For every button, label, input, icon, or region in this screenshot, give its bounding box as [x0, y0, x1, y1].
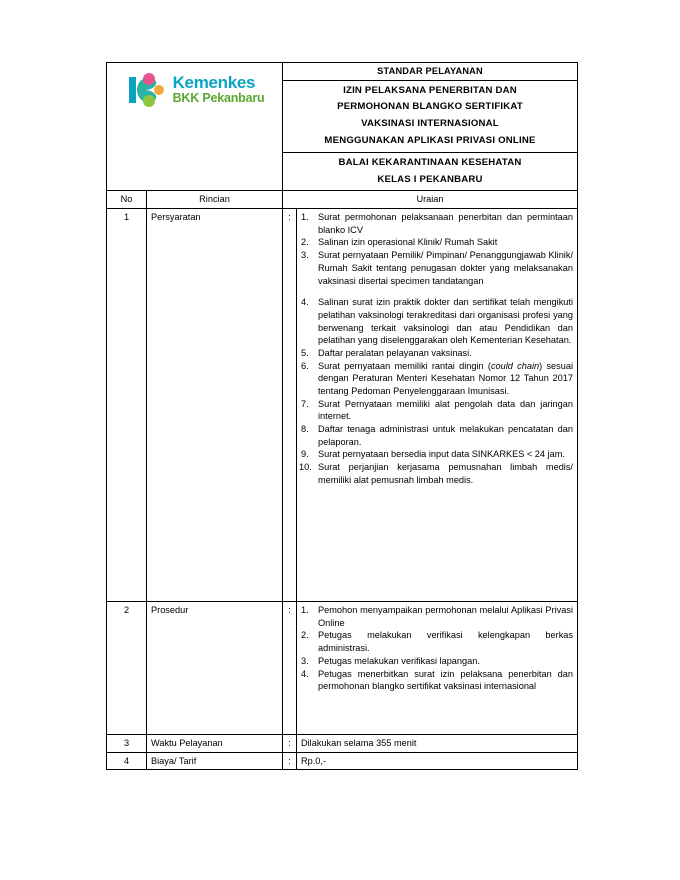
list-item: Pemohon menyampaikan permohonan melalui Aplikasi Privasi Online	[318, 605, 573, 628]
list-item: Salinan surat izin praktik dokter dan sertifikat telah mengikuti pelatihan vaksinologi terakreditasi dari organisasi profesi yang berwenang terkait vaksinologi dan atau Pendidikan dan pelatihan yang diselenggarakan oleh Kementerian Kesehatan.	[318, 297, 573, 346]
row-content-waktu-pelayanan: Dilakukan selama 355 menit	[297, 735, 578, 753]
header-office-line-1: BALAI KEKARANTINAAN KESEHATAN	[338, 156, 522, 168]
row-no-4: 4	[107, 752, 147, 770]
header-title-block	[283, 80, 578, 152]
table-row	[107, 752, 578, 770]
list-item: Surat pernyataan bersedia input data SINKARKES < 24 jam.	[318, 449, 565, 460]
row-no-3: 3	[107, 735, 147, 753]
list-item: Daftar tenaga administrasi untuk melakukan pencatatan dan pelaporan.	[318, 424, 573, 447]
list-item: Petugas melakukan verifikasi lapangan.	[318, 655, 480, 666]
column-header-no: No	[107, 191, 147, 209]
header-title-line-4: MENGGUNAKAN APLIKASI PRIVASI ONLINE	[324, 135, 536, 147]
row-label-prosedur: Prosedur	[147, 602, 283, 735]
row-colon-4: :	[283, 752, 297, 770]
row-content-persyaratan	[297, 209, 578, 602]
row-label-biaya: Biaya/ Tarif	[147, 752, 283, 770]
row-content-prosedur	[297, 602, 578, 735]
column-header-uraian: Uraian	[283, 191, 578, 209]
list-item: Petugas melakukan verifikasi kelengkapan berkas administrasi.	[318, 630, 573, 654]
table-row	[107, 209, 578, 602]
list-item: Salinan izin operasional Klinik/ Rumah Sakit	[318, 237, 498, 248]
logo-line-2: BKK Pekanbaru	[172, 91, 265, 106]
row-label-persyaratan: Persyaratan	[147, 209, 283, 602]
logo-line-1: Kemenkes	[172, 72, 256, 92]
list-item: Petugas menerbitkan surat izin pelaksana penerbitan dan permohonan blangko sertifikat vaksinasi internasional	[318, 668, 573, 692]
persyaratan-list	[301, 211, 573, 486]
column-header-row	[107, 191, 578, 209]
header-title-line-1: IZIN PELAKSANA PENERBITAN DAN	[343, 84, 517, 96]
column-header-rincian: Rincian	[147, 191, 283, 209]
logo-cell	[107, 63, 283, 191]
list-item: Surat pernyataan memiliki rantai dingin (could chain) sesuai dengan Peraturan Menteri Kesehatan Nomor 12 Tahun 2017 tentang Pedoman Penyelenggaraan Imunisasi.	[318, 360, 573, 396]
row-colon-1: :	[283, 209, 297, 602]
header-standar-pelayanan: STANDAR PELAYANAN	[283, 63, 578, 81]
row-colon-3: :	[283, 735, 297, 753]
list-item: Surat Pernyataan memiliki alat pengolah data dan jaringan internet.	[318, 398, 573, 422]
logo-wordmark	[173, 74, 265, 106]
table-row	[107, 735, 578, 753]
list-item: Surat pernyataan Pemilik/ Pimpinan/ Penanggungjawab Klinik/ Rumah Sakit tentang penugasan dokter yang melaksanakan vaksinasi disertai specimen tandatangan	[318, 250, 573, 286]
standar-pelayanan-table	[106, 62, 578, 770]
row-no-2: 2	[107, 602, 147, 735]
row-no-1: 1	[107, 209, 147, 602]
list-item: Surat permohonan pelaksanaan penerbitan dan permintaan blanko ICV	[318, 212, 573, 235]
kemenkes-logo-icon	[125, 71, 167, 109]
row-content-biaya: Rp.0,-	[297, 752, 578, 770]
table-row	[107, 602, 578, 735]
header-office-block	[283, 152, 578, 191]
header-title-line-3: VAKSINASI INTERNASIONAL	[361, 118, 499, 130]
row-label-waktu-pelayanan: Waktu Pelayanan	[147, 735, 283, 753]
header-office-line-2: KELAS I PEKANBARU	[377, 173, 483, 185]
header-row	[107, 63, 578, 81]
header-title-line-2: PERMOHONAN BLANGKO SERTIFIKAT	[337, 101, 523, 113]
prosedur-list	[301, 604, 573, 693]
list-item: Daftar peralatan pelayanan vaksinasi.	[318, 347, 472, 358]
row-colon-2: :	[283, 602, 297, 735]
list-item: Surat perjanjian kerjasama pemusnahan limbah medis/ memiliki alat pemusnah limbah medis.	[318, 462, 573, 485]
